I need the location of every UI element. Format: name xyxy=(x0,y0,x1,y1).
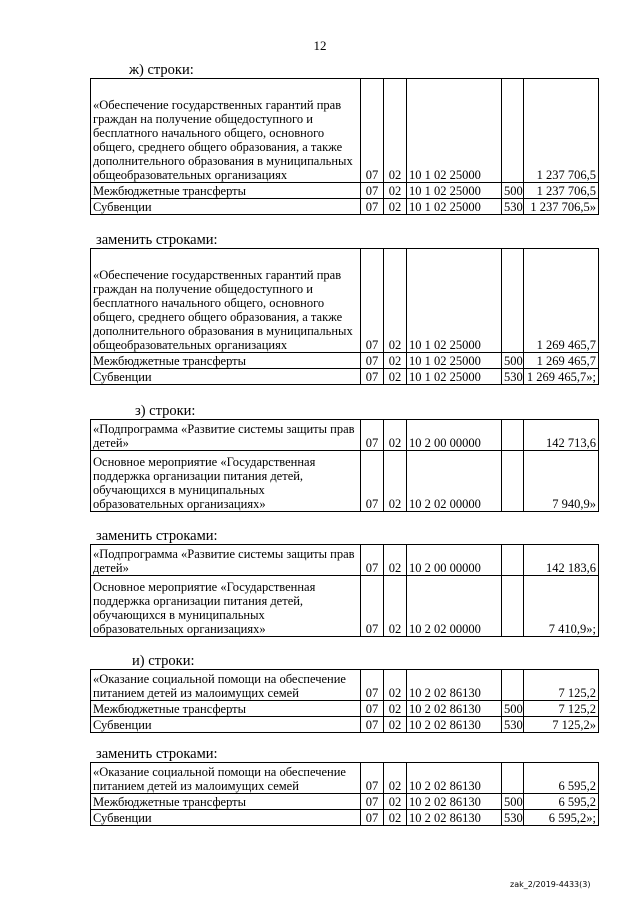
section-heading: ж) строки: xyxy=(129,62,194,78)
row-rz: 07 xyxy=(361,451,384,512)
table-row xyxy=(91,701,599,717)
row-csr: 10 2 02 86130 xyxy=(407,763,502,794)
row-name: Субвенции xyxy=(91,717,361,733)
row-rz: 07 xyxy=(361,420,384,451)
row-sum: 1 237 706,5 xyxy=(524,183,599,199)
section-heading: заменить строками: xyxy=(96,746,218,762)
row-vr: 500 xyxy=(502,701,524,717)
row-pr: 02 xyxy=(384,79,407,183)
footer-code: zak_2/2019-4433(3) xyxy=(510,880,591,889)
budget-table xyxy=(90,669,599,733)
row-pr: 02 xyxy=(384,545,407,576)
table-row xyxy=(91,369,599,385)
row-rz: 07 xyxy=(361,183,384,199)
table-row xyxy=(91,249,599,353)
table-row xyxy=(91,420,599,451)
row-name: Субвенции xyxy=(91,369,361,385)
row-rz: 07 xyxy=(361,670,384,701)
table-row xyxy=(91,576,599,637)
row-csr: 10 2 02 86130 xyxy=(407,670,502,701)
table-row xyxy=(91,199,599,215)
row-pr: 02 xyxy=(384,701,407,717)
row-name: «Обеспечение государственных гарантий прав граждан на получение общедоступного и бесплатного начального общего, основного общего, среднего общего образования, а также дополнительного образования в муниципальных общеобразовательных организациях xyxy=(91,249,361,353)
row-csr: 10 2 00 00000 xyxy=(407,420,502,451)
row-vr: 500 xyxy=(502,183,524,199)
row-sum: 1 269 465,7 xyxy=(524,353,599,369)
table-row xyxy=(91,794,599,810)
row-csr: 10 2 02 00000 xyxy=(407,451,502,512)
row-name: «Обеспечение государственных гарантий прав граждан на получение общедоступного и бесплатного начального общего, основного общего, среднего общего образования, а также дополнительного образования в муниципальных общеобразовательных организациях xyxy=(91,79,361,183)
table-row xyxy=(91,810,599,826)
row-csr: 10 1 02 25000 xyxy=(407,183,502,199)
row-vr xyxy=(502,79,524,183)
row-rz: 07 xyxy=(361,717,384,733)
row-name: «Оказание социальной помощи на обеспечение питанием детей из малоимущих семей xyxy=(91,763,361,794)
row-rz: 07 xyxy=(361,576,384,637)
budget-table xyxy=(90,78,599,215)
budget-table xyxy=(90,762,599,826)
row-name: Основное мероприятие «Государственная поддержка организации питания детей, обучающихся в муниципальных образовательных организациях» xyxy=(91,451,361,512)
row-vr xyxy=(502,249,524,353)
row-csr: 10 2 02 00000 xyxy=(407,576,502,637)
row-name: Межбюджетные трансферты xyxy=(91,183,361,199)
row-sum: 142 713,6 xyxy=(524,420,599,451)
row-vr: 530 xyxy=(502,199,524,215)
row-csr: 10 2 02 86130 xyxy=(407,810,502,826)
row-rz: 07 xyxy=(361,249,384,353)
row-vr xyxy=(502,545,524,576)
row-sum: 6 595,2 xyxy=(524,763,599,794)
row-vr: 530 xyxy=(502,369,524,385)
row-vr xyxy=(502,451,524,512)
row-sum: 1 237 706,5» xyxy=(524,199,599,215)
section-heading: и) строки: xyxy=(132,653,195,669)
row-rz: 07 xyxy=(361,794,384,810)
budget-table xyxy=(90,248,599,385)
row-pr: 02 xyxy=(384,810,407,826)
row-sum: 6 595,2 xyxy=(524,794,599,810)
row-pr: 02 xyxy=(384,717,407,733)
row-sum: 7 125,2 xyxy=(524,670,599,701)
page-number: 12 xyxy=(313,38,327,53)
row-sum: 7 125,2 xyxy=(524,701,599,717)
row-pr: 02 xyxy=(384,420,407,451)
row-csr: 10 1 02 25000 xyxy=(407,199,502,215)
row-rz: 07 xyxy=(361,810,384,826)
table-row xyxy=(91,717,599,733)
row-name: Межбюджетные трансферты xyxy=(91,353,361,369)
row-pr: 02 xyxy=(384,183,407,199)
row-pr: 02 xyxy=(384,353,407,369)
row-csr: 10 2 00 00000 xyxy=(407,545,502,576)
row-vr xyxy=(502,420,524,451)
row-name: «Подпрограмма «Развитие системы защиты прав детей» xyxy=(91,420,361,451)
row-csr: 10 2 02 86130 xyxy=(407,794,502,810)
row-csr: 10 1 02 25000 xyxy=(407,369,502,385)
row-rz: 07 xyxy=(361,199,384,215)
row-vr xyxy=(502,670,524,701)
table-row xyxy=(91,763,599,794)
row-csr: 10 1 02 25000 xyxy=(407,249,502,353)
row-pr: 02 xyxy=(384,576,407,637)
row-pr: 02 xyxy=(384,763,407,794)
row-pr: 02 xyxy=(384,794,407,810)
row-name: Основное мероприятие «Государственная поддержка организации питания детей, обучающихся в муниципальных образовательных организациях» xyxy=(91,576,361,637)
row-rz: 07 xyxy=(361,701,384,717)
row-name: «Подпрограмма «Развитие системы защиты прав детей» xyxy=(91,545,361,576)
row-rz: 07 xyxy=(361,763,384,794)
row-name: Субвенции xyxy=(91,199,361,215)
row-name: «Оказание социальной помощи на обеспечение питанием детей из малоимущих семей xyxy=(91,670,361,701)
row-vr xyxy=(502,576,524,637)
row-sum: 7 410,9»; xyxy=(524,576,599,637)
row-rz: 07 xyxy=(361,545,384,576)
row-sum: 7 940,9» xyxy=(524,451,599,512)
table-row xyxy=(91,79,599,183)
row-rz: 07 xyxy=(361,369,384,385)
row-vr: 530 xyxy=(502,717,524,733)
section-heading: з) строки: xyxy=(135,403,196,419)
row-sum: 6 595,2»; xyxy=(524,810,599,826)
row-csr: 10 2 02 86130 xyxy=(407,701,502,717)
row-vr: 500 xyxy=(502,353,524,369)
row-vr xyxy=(502,763,524,794)
row-pr: 02 xyxy=(384,369,407,385)
table-row xyxy=(91,451,599,512)
row-sum: 1 269 465,7 xyxy=(524,249,599,353)
row-pr: 02 xyxy=(384,199,407,215)
section-heading: заменить строками: xyxy=(96,232,218,248)
row-vr: 500 xyxy=(502,794,524,810)
row-name: Межбюджетные трансферты xyxy=(91,701,361,717)
row-pr: 02 xyxy=(384,249,407,353)
table-row xyxy=(91,670,599,701)
table-row xyxy=(91,353,599,369)
budget-table xyxy=(90,544,599,637)
row-csr: 10 2 02 86130 xyxy=(407,717,502,733)
row-pr: 02 xyxy=(384,670,407,701)
row-vr: 530 xyxy=(502,810,524,826)
row-sum: 1 269 465,7»; xyxy=(524,369,599,385)
section-heading: заменить строками: xyxy=(96,528,218,544)
row-csr: 10 1 02 25000 xyxy=(407,353,502,369)
row-sum: 1 237 706,5 xyxy=(524,79,599,183)
row-sum: 7 125,2» xyxy=(524,717,599,733)
row-csr: 10 1 02 25000 xyxy=(407,79,502,183)
row-name: Субвенции xyxy=(91,810,361,826)
row-sum: 142 183,6 xyxy=(524,545,599,576)
row-pr: 02 xyxy=(384,451,407,512)
row-rz: 07 xyxy=(361,79,384,183)
row-name: Межбюджетные трансферты xyxy=(91,794,361,810)
row-rz: 07 xyxy=(361,353,384,369)
budget-table xyxy=(90,419,599,512)
table-row xyxy=(91,545,599,576)
table-row xyxy=(91,183,599,199)
